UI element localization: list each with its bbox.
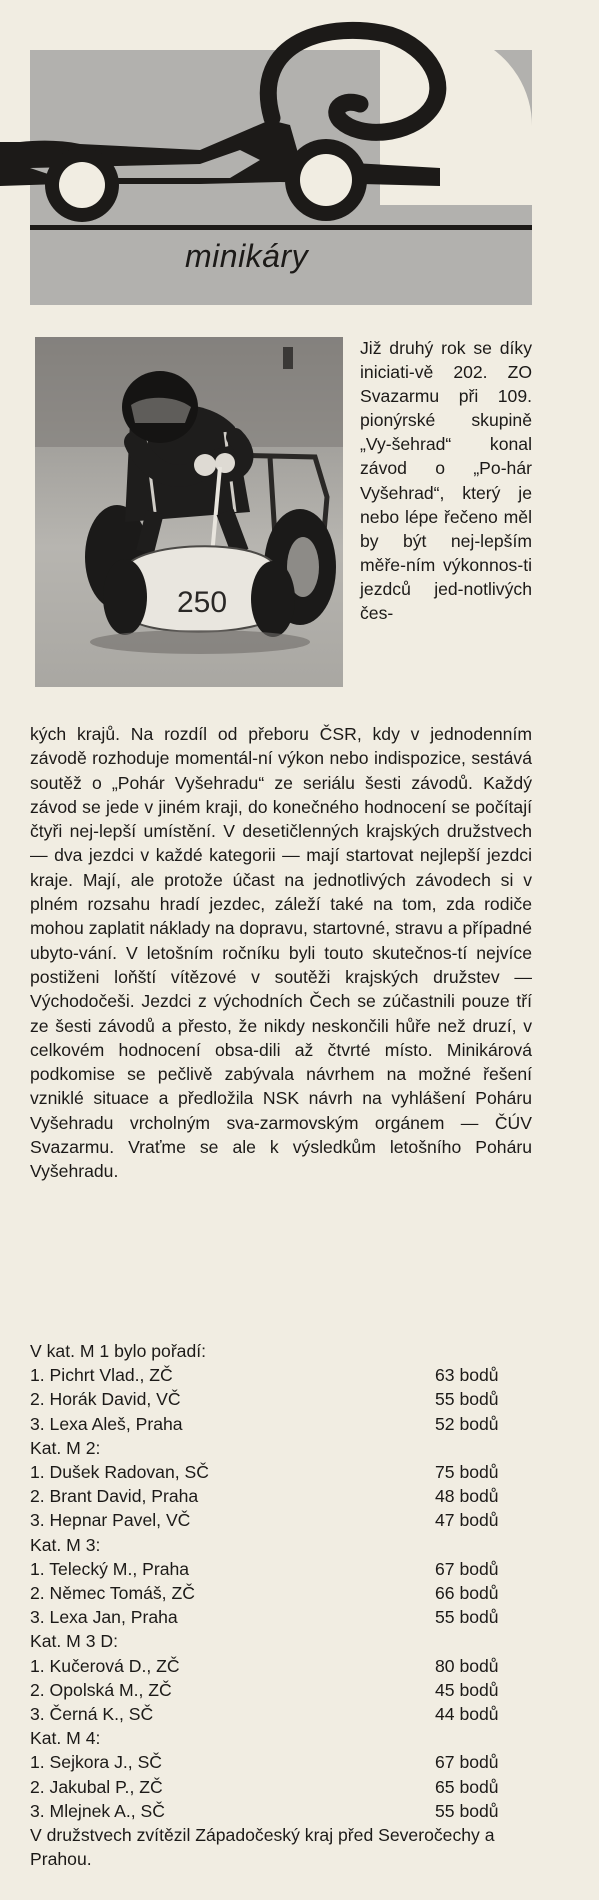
result-name: 2. Brant David, Praha [30, 1486, 199, 1507]
result-row [30, 1581, 532, 1605]
result-row [30, 1387, 532, 1411]
result-row [30, 1557, 532, 1581]
result-name: 3. Hepnar Pavel, VČ [30, 1510, 191, 1531]
result-points: 45 bodů [435, 1679, 499, 1700]
kart-start-number: 250 [177, 586, 228, 619]
results-category [30, 1726, 532, 1823]
results-category [30, 1533, 532, 1630]
category-heading: Kat. M 3 D: [30, 1631, 118, 1652]
result-row [30, 1484, 532, 1508]
result-points: 55 bodů [435, 1607, 499, 1628]
results-category [30, 1339, 532, 1436]
result-points: 67 bodů [435, 1752, 499, 1773]
result-name: 2. Jakubal P., ZČ [30, 1776, 163, 1797]
article-body: kých krajů. Na rozdíl od přeboru ČSR, kdy v jednodenním závodě rozhoduje momentál-ní výkon nebo indispozice, sestává soutěž o „Pohár Vyšehradu“ ze seriálu šesti závodů. Každý závod se jede v jiném kraji, do konečného hodnocení se počítají čtyři nej-lepší umístění. V desetičlenných krajských družstvech — dva jezdci v každé kategorii — mají startovat nejlepší jezdci kraje. Mají, ale protože účast na jednotlivých závodech si v plném rozsahu hradí jezdec, záleží také na tom, zda rodiče mohou zaplatit náklady na dopravu, startovné, stravu a případné ubyto-vání. V letošním ročníku byli touto skutečnos-tí nejvíce postiženi loňští vítězové v soutěži krajských družstev — Východočeši. Jezdci z východních Čech se zúčastnili pouze tří ze šesti závodů a přesto, že nikdy neskončili hůře než druzí, v celkovém hodnocení obsa-dili až čtvrté místo. Minikárová podkomise se pečlivě zabývala návrhem na možné řešení vzniklé situace a předložila NSK návrh na vyhlášení Poháru Vyšehradu vrcholným sva-zarmovským orgánem — ČÚV Svazarmu. Vraťme se ale k výsledkům letošního Poháru Vyšehradu. [30, 724, 532, 1182]
result-points: 63 bodů [435, 1365, 499, 1386]
result-points: 48 bodů [435, 1486, 499, 1507]
result-name: 2. Horák David, VČ [30, 1389, 181, 1410]
result-row [30, 1654, 532, 1678]
result-row [30, 1750, 532, 1774]
header-banner [0, 0, 599, 310]
result-points: 80 bodů [435, 1655, 499, 1676]
result-row [30, 1678, 532, 1702]
result-row [30, 1508, 532, 1532]
category-heading: V kat. M 1 bylo pořadí: [30, 1341, 207, 1361]
result-row [30, 1412, 532, 1436]
result-points: 65 bodů [435, 1776, 499, 1797]
result-name: 3. Lexa Aleš, Praha [30, 1413, 183, 1434]
category-heading: Kat. M 3: [30, 1534, 101, 1555]
result-name: 3. Černá K., SČ [30, 1704, 154, 1725]
results-category [30, 1629, 532, 1726]
result-name: 1. Pichrt Vlad., ZČ [30, 1365, 173, 1386]
results-list [30, 1339, 532, 1823]
section-title: minikáry [185, 238, 309, 274]
result-name: 3. Mlejnek A., SČ [30, 1800, 165, 1821]
result-name: 1. Sejkora J., SČ [30, 1752, 163, 1773]
result-name: 3. Lexa Jan, Praha [30, 1607, 178, 1628]
result-name: 1. Kučerová D., ZČ [30, 1655, 180, 1676]
category-heading: Kat. M 2: [30, 1437, 101, 1458]
result-row [30, 1460, 532, 1484]
result-name: 1. Telecký M., Praha [30, 1558, 190, 1579]
go-kart-photo [35, 337, 343, 687]
article-intro: Již druhý rok se díky iniciati-vě 202. ZO Svazarmu při 109. pionýrské skupině „Vy-šehrad“ konal závod o „Po-hár Vyšehrad“, který je nebo lépe řečeno měl by být nej-lepším měře-ním výkonnos-ti jezdců jed-notlivých čes- [360, 338, 532, 624]
result-row [30, 1702, 532, 1726]
result-name: 2. Opolská M., ZČ [30, 1679, 172, 1700]
team-results-note: V družstvech zvítězil Západočeský kraj před Severočechy a Prahou. [30, 1825, 495, 1870]
category-heading: Kat. M 4: [30, 1728, 101, 1749]
result-points: 44 bodů [435, 1704, 499, 1725]
result-points: 75 bodů [435, 1462, 499, 1483]
result-name: 2. Němec Tomáš, ZČ [30, 1583, 195, 1604]
result-row [30, 1605, 532, 1629]
result-row [30, 1799, 532, 1823]
result-name: 1. Dušek Radovan, SČ [30, 1462, 209, 1483]
result-points: 66 bodů [435, 1583, 499, 1604]
result-row [30, 1775, 532, 1799]
result-points: 47 bodů [435, 1510, 499, 1531]
results-category [30, 1436, 532, 1533]
result-points: 55 bodů [435, 1800, 499, 1821]
result-points: 55 bodů [435, 1389, 499, 1410]
result-row [30, 1363, 532, 1387]
result-points: 52 bodů [435, 1413, 499, 1434]
result-points: 67 bodů [435, 1558, 499, 1579]
